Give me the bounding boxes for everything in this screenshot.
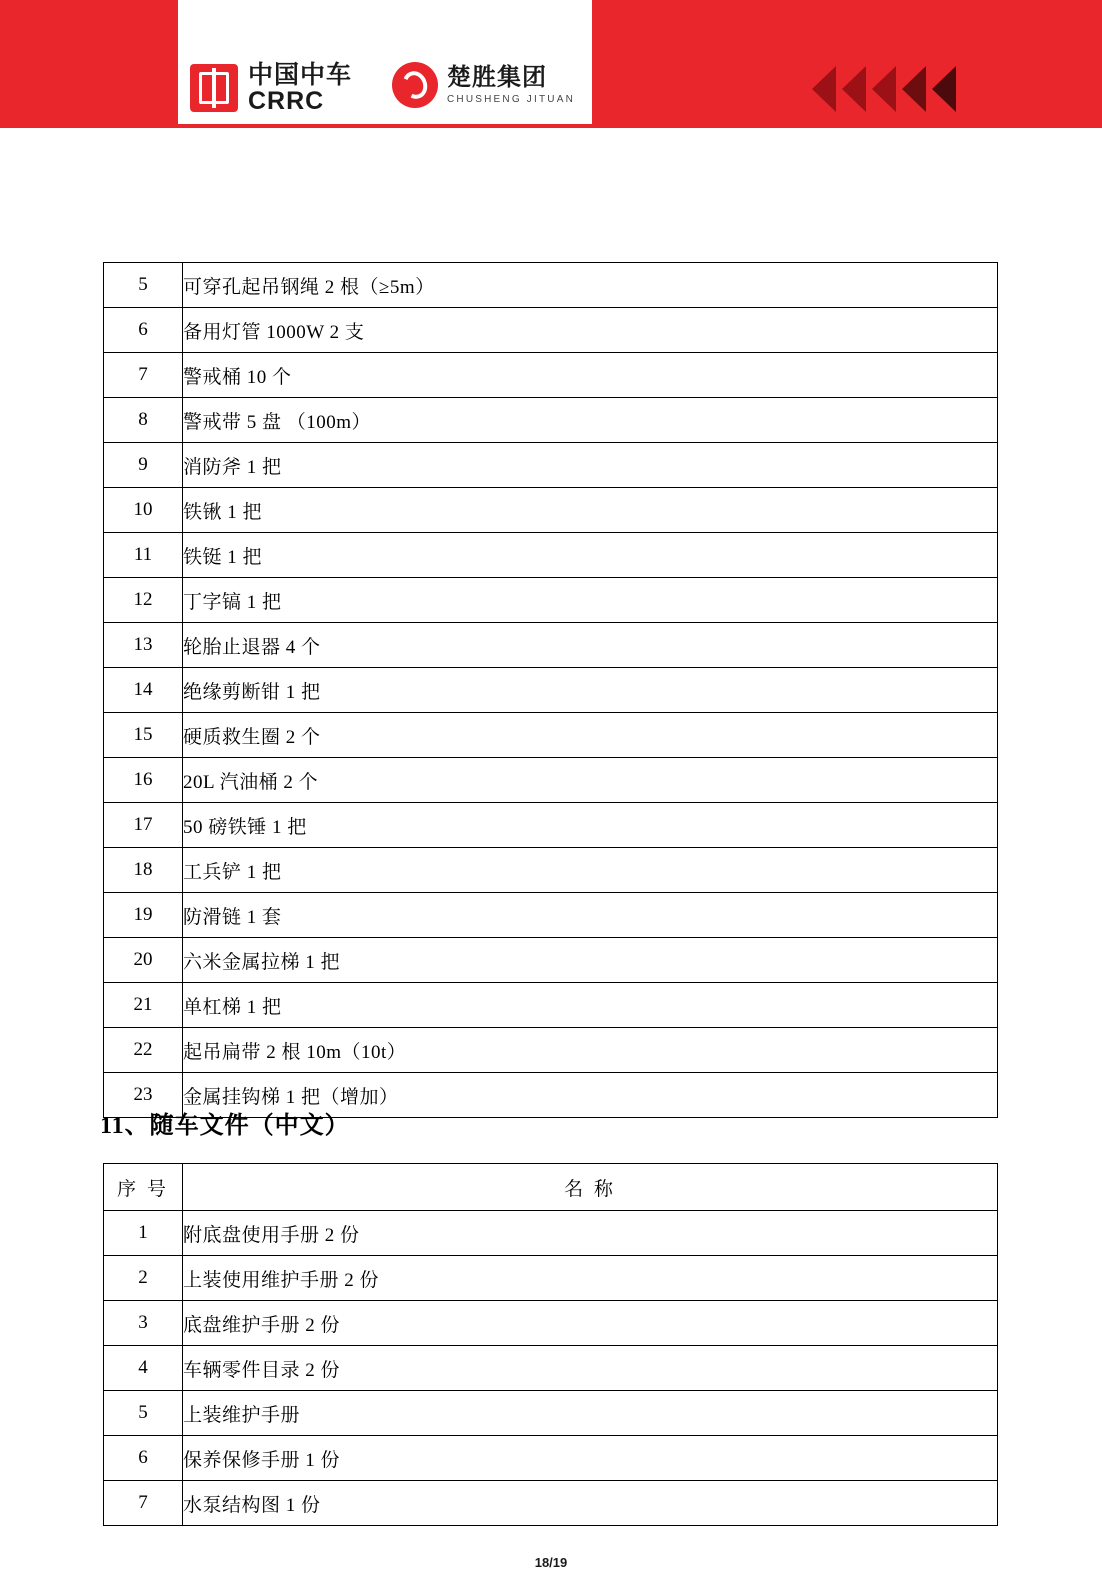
column-header-no: 序 号 (104, 1164, 183, 1211)
row-name-cell: 工兵铲 1 把 (183, 848, 998, 893)
table-row (104, 713, 998, 758)
row-name-cell: 丁字镐 1 把 (183, 578, 998, 623)
row-index-cell: 20 (104, 938, 183, 983)
row-index-cell: 6 (104, 308, 183, 353)
crrc-logo (190, 62, 352, 115)
table-row (104, 1436, 998, 1481)
row-index-cell: 9 (104, 443, 183, 488)
row-index-cell: 13 (104, 623, 183, 668)
table-row (104, 443, 998, 488)
column-header-name: 名 称 (183, 1164, 998, 1211)
row-name-cell: 附底盘使用手册 2 份 (183, 1211, 998, 1256)
row-name-cell: 上装使用维护手册 2 份 (183, 1256, 998, 1301)
row-index-cell: 7 (104, 353, 183, 398)
table-row (104, 938, 998, 983)
row-index-cell: 16 (104, 758, 183, 803)
equipment-table-wrapper (103, 262, 998, 1118)
row-name-cell: 50 磅铁锤 1 把 (183, 803, 998, 848)
header-red-block-left (0, 0, 178, 128)
table-row (104, 803, 998, 848)
equipment-table (103, 262, 998, 1118)
table-row (104, 533, 998, 578)
table-row (104, 983, 998, 1028)
row-name-cell: 车辆零件目录 2 份 (183, 1346, 998, 1391)
table-row (104, 848, 998, 893)
row-index-cell: 19 (104, 893, 183, 938)
crrc-logo-chinese-text: 中国中车 (248, 61, 353, 89)
table-row (104, 1211, 998, 1256)
table-row (104, 1346, 998, 1391)
page-number-footer: 18/19 (534, 1555, 568, 1570)
row-index-cell: 5 (104, 1391, 183, 1436)
row-name-cell: 消防斧 1 把 (183, 443, 998, 488)
table-row (104, 263, 998, 308)
chusheng-logo (392, 62, 575, 108)
row-index-cell: 21 (104, 983, 183, 1028)
row-index-cell: 6 (104, 1436, 183, 1481)
row-name-cell: 绝缘剪断钳 1 把 (183, 668, 998, 713)
row-name-cell: 轮胎止退器 4 个 (183, 623, 998, 668)
table-row (104, 1301, 998, 1346)
row-index-cell: 12 (104, 578, 183, 623)
table-row (104, 1028, 998, 1073)
table-row (104, 353, 998, 398)
page-header (0, 0, 1102, 128)
chusheng-group-logo-icon (392, 62, 438, 108)
row-name-cell: 金属挂钩梯 1 把（增加） (183, 1073, 998, 1118)
row-name-cell: 六米金属拉梯 1 把 (183, 938, 998, 983)
row-index-cell: 3 (104, 1301, 183, 1346)
table-row (104, 758, 998, 803)
page-title: 11、随车文件（中文） (100, 1113, 350, 1139)
row-index-cell: 18 (104, 848, 183, 893)
row-name-cell: 硬质救生圈 2 个 (183, 713, 998, 758)
table-header-row (104, 1164, 998, 1211)
table-row (104, 623, 998, 668)
table-row (104, 1256, 998, 1301)
row-name-cell: 警戒带 5 盘 （100m） (183, 398, 998, 443)
crrc-logo-latin-text: CRRC (248, 87, 325, 116)
row-name-cell: 单杠梯 1 把 (183, 983, 998, 1028)
chusheng-logo-latin-text: CHUSHENG JITUAN (447, 93, 576, 105)
row-index-cell: 5 (104, 263, 183, 308)
row-name-cell: 上装维护手册 (183, 1391, 998, 1436)
row-name-cell: 可穿孔起吊钢绳 2 根（≥5m） (183, 263, 998, 308)
row-name-cell: 起吊扁带 2 根 10m（10t） (183, 1028, 998, 1073)
documents-table-wrapper (103, 1163, 998, 1526)
table-row (104, 1391, 998, 1436)
row-name-cell: 备用灯管 1000W 2 支 (183, 308, 998, 353)
row-index-cell: 14 (104, 668, 183, 713)
table-row (104, 488, 998, 533)
row-index-cell: 1 (104, 1211, 183, 1256)
row-name-cell: 底盘维护手册 2 份 (183, 1301, 998, 1346)
row-name-cell: 保养保修手册 1 份 (183, 1436, 998, 1481)
row-index-cell: 8 (104, 398, 183, 443)
row-index-cell: 17 (104, 803, 183, 848)
row-index-cell: 15 (104, 713, 183, 758)
row-index-cell: 4 (104, 1346, 183, 1391)
row-index-cell: 23 (104, 1073, 183, 1118)
crrc-train-logo-icon (190, 64, 238, 112)
row-index-cell: 7 (104, 1481, 183, 1526)
chevron-arrows-icon (812, 66, 1062, 112)
chusheng-logo-chinese-text: 楚胜集团 (447, 64, 547, 92)
row-index-cell: 2 (104, 1256, 183, 1301)
table-row (104, 668, 998, 713)
row-name-cell: 铁锹 1 把 (183, 488, 998, 533)
row-name-cell: 警戒桶 10 个 (183, 353, 998, 398)
row-name-cell: 20L 汽油桶 2 个 (183, 758, 998, 803)
table-row (104, 578, 998, 623)
header-red-underline (178, 124, 592, 128)
table-row (104, 308, 998, 353)
documents-table (103, 1163, 998, 1526)
row-name-cell: 铁铤 1 把 (183, 533, 998, 578)
row-name-cell: 防滑链 1 套 (183, 893, 998, 938)
row-index-cell: 22 (104, 1028, 183, 1073)
row-index-cell: 11 (104, 533, 183, 578)
row-name-cell: 水泵结构图 1 份 (183, 1481, 998, 1526)
row-index-cell: 10 (104, 488, 183, 533)
table-row (104, 1481, 998, 1526)
table-row (104, 893, 998, 938)
table-row (104, 398, 998, 443)
